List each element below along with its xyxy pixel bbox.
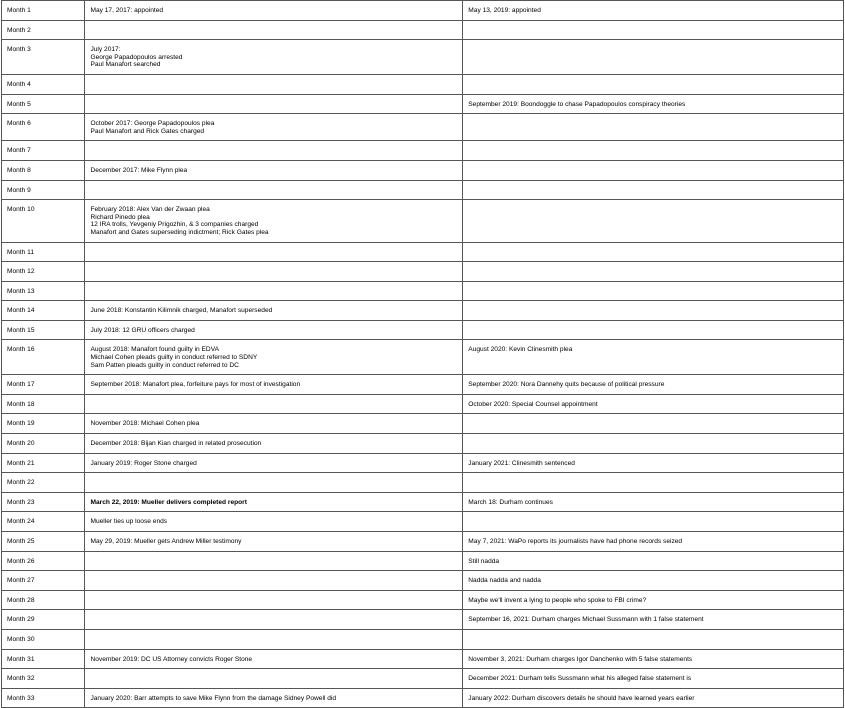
event-line: September 2020: Nora Dannehy quits because of political pressure — [468, 381, 665, 389]
event-line: August 2018: Manafort found guilty in EDVA — [90, 346, 220, 354]
month-cell: Month 32 — [2, 669, 85, 689]
event-line: Richard Pinedo plea — [90, 213, 150, 221]
event-line: September 16, 2021: Durham charges Michael Sussmann with 1 false statement — [468, 616, 704, 624]
durham-event-cell — [463, 453, 844, 473]
event-line: Michael Cohen pleads guilty in conduct referred to SDNY — [90, 354, 258, 362]
timeline-table — [1, 0, 844, 708]
event-line: May 7, 2021: WaPo reports its journalists have had phone records seized — [468, 538, 683, 545]
durham-event-cell — [463, 629, 844, 649]
mueller-event-cell — [85, 610, 463, 630]
mueller-event-cell — [85, 453, 463, 473]
durham-event-cell — [463, 434, 844, 454]
mueller-event-cell — [85, 40, 463, 75]
event-line: November 2018: Michael Cohen plea — [90, 420, 200, 428]
month-cell: Month 11 — [2, 242, 85, 262]
mueller-event-cell — [85, 160, 463, 180]
month-cell: Month 29 — [2, 610, 85, 630]
event-line: August 2020: Kevin Clinesmith plea — [468, 346, 573, 354]
month-cell: Month 5 — [2, 94, 85, 114]
month-cell: Month 33 — [2, 688, 85, 708]
month-cell: Month 27 — [2, 571, 85, 591]
event-line: Mueller ties up loose ends — [90, 518, 168, 526]
table-row — [2, 1, 844, 21]
month-cell: Month 23 — [2, 492, 85, 512]
event-line: July 2017: — [90, 46, 121, 54]
durham-event-cell — [463, 649, 844, 669]
mueller-event-cell — [85, 340, 463, 375]
event-line: January 2019: Roger Stone charged — [90, 459, 197, 467]
table-row — [2, 512, 844, 532]
mueller-event-cell — [85, 473, 463, 493]
event-line: December 2018: Bijan Kian charged in related prosecution — [90, 440, 262, 448]
mueller-event-cell — [85, 242, 463, 262]
event-line: Nadda nadda and nadda — [468, 577, 541, 585]
month-cell: Month 12 — [2, 262, 85, 282]
durham-event-cell — [463, 473, 844, 493]
event-line: George Papadopoulos arrested — [90, 53, 183, 61]
month-cell: Month 1 — [2, 1, 85, 21]
month-cell: Month 22 — [2, 473, 85, 493]
month-cell: Month 19 — [2, 414, 85, 434]
table-row — [2, 340, 844, 375]
event-line: May 29, 2019: Mueller gets Andrew Miller testimony — [90, 538, 242, 545]
month-cell: Month 31 — [2, 649, 85, 669]
event-line: Paul Manafort searched — [90, 61, 161, 69]
mueller-event-cell — [85, 114, 463, 141]
mueller-event-cell — [85, 141, 463, 161]
event-line: February 2018: Alex Van der Zwaan plea — [90, 206, 210, 214]
event-line: November 3, 2021: Durham charges Igor Danchenko with 5 false statements — [468, 655, 693, 663]
event-line: May 13, 2019: appointed — [468, 7, 541, 14]
mueller-event-cell — [85, 629, 463, 649]
table-row — [2, 649, 844, 669]
event-line: November 2019: DC US Attorney convicts Roger Stone — [90, 655, 253, 663]
durham-event-cell — [463, 262, 844, 282]
mueller-event-cell — [85, 551, 463, 571]
month-cell: Month 2 — [2, 20, 85, 40]
event-line: 12 IRA trolls, Yevgeniy Prigozhin, & 3 companies charged — [90, 221, 259, 229]
month-cell: Month 16 — [2, 340, 85, 375]
durham-event-cell — [463, 20, 844, 40]
month-cell: Month 28 — [2, 590, 85, 610]
event-line: September 2019: Boondoggle to chase Papadopoulos conspiracy theories — [468, 100, 686, 108]
table-row — [2, 94, 844, 114]
mueller-event-cell — [85, 180, 463, 200]
table-row — [2, 434, 844, 454]
mueller-event-cell — [85, 1, 463, 21]
table-row — [2, 160, 844, 180]
table-row — [2, 590, 844, 610]
table-row — [2, 492, 844, 512]
event-line: September 2018: Manafort plea, forfeiture pays for most of investigation — [90, 381, 301, 389]
mueller-event-cell — [85, 669, 463, 689]
mueller-event-cell — [85, 20, 463, 40]
month-cell: Month 18 — [2, 394, 85, 414]
month-cell: Month 10 — [2, 200, 85, 242]
mueller-event-cell — [85, 532, 463, 552]
durham-event-cell — [463, 512, 844, 532]
durham-event-cell — [463, 40, 844, 75]
event-line: March 18: Durham continues — [468, 498, 553, 506]
mueller-event-cell — [85, 320, 463, 340]
durham-event-cell — [463, 414, 844, 434]
durham-event-cell — [463, 532, 844, 552]
mueller-event-cell — [85, 649, 463, 669]
durham-event-cell — [463, 200, 844, 242]
mueller-event-cell — [85, 394, 463, 414]
month-cell: Month 9 — [2, 180, 85, 200]
table-row — [2, 414, 844, 434]
table-row — [2, 571, 844, 591]
durham-event-cell — [463, 1, 844, 21]
month-cell: Month 6 — [2, 114, 85, 141]
durham-event-cell — [463, 571, 844, 591]
mueller-event-cell — [85, 375, 463, 395]
table-row — [2, 610, 844, 630]
timeline-body — [2, 1, 844, 708]
table-row — [2, 551, 844, 571]
durham-event-cell — [463, 114, 844, 141]
month-cell: Month 25 — [2, 532, 85, 552]
durham-event-cell — [463, 160, 844, 180]
table-row — [2, 262, 844, 282]
table-row — [2, 180, 844, 200]
month-cell: Month 17 — [2, 375, 85, 395]
table-row — [2, 629, 844, 649]
table-row — [2, 200, 844, 242]
mueller-event-cell — [85, 414, 463, 434]
event-line: March 22, 2019: Mueller delivers completed report — [90, 498, 247, 506]
mueller-event-cell — [85, 281, 463, 301]
mueller-event-cell — [85, 571, 463, 591]
table-row — [2, 301, 844, 321]
durham-event-cell — [463, 180, 844, 200]
durham-event-cell — [463, 590, 844, 610]
month-cell: Month 7 — [2, 141, 85, 161]
month-cell: Month 21 — [2, 453, 85, 473]
event-line: January 2021: Clinesmith sentenced — [468, 459, 575, 467]
event-line: Maybe we'll invent a lying to people who spoke to FBI crime? — [468, 596, 647, 604]
event-line: Manafort and Gates superseding indictment; Rick Gates plea — [90, 228, 269, 236]
table-row — [2, 688, 844, 708]
table-row — [2, 281, 844, 301]
event-line: December 2017: Mike Flynn plea — [90, 166, 188, 174]
event-line: January 2020: Barr attempts to save Mike Flynn from the damage Sidney Powell did — [90, 694, 337, 702]
durham-event-cell — [463, 242, 844, 262]
durham-event-cell — [463, 320, 844, 340]
table-row — [2, 453, 844, 473]
mueller-event-cell — [85, 301, 463, 321]
month-cell: Month 3 — [2, 40, 85, 75]
durham-event-cell — [463, 340, 844, 375]
event-line: Still nadda — [468, 557, 500, 565]
table-row — [2, 375, 844, 395]
month-cell: Month 26 — [2, 551, 85, 571]
table-row — [2, 473, 844, 493]
event-line: January 2022: Durham discovers details he should have learned years earlier — [468, 694, 695, 702]
mueller-event-cell — [85, 434, 463, 454]
month-cell: Month 8 — [2, 160, 85, 180]
mueller-event-cell — [85, 262, 463, 282]
month-cell: Month 30 — [2, 629, 85, 649]
mueller-event-cell — [85, 688, 463, 708]
table-row — [2, 242, 844, 262]
durham-event-cell — [463, 551, 844, 571]
event-line: July 2018: 12 GRU officers charged — [90, 326, 195, 334]
durham-event-cell — [463, 669, 844, 689]
event-line: October 2017: George Papadopoulos plea — [90, 120, 215, 128]
month-cell: Month 20 — [2, 434, 85, 454]
durham-event-cell — [463, 492, 844, 512]
durham-event-cell — [463, 94, 844, 114]
table-row — [2, 394, 844, 414]
table-row — [2, 40, 844, 75]
month-cell: Month 15 — [2, 320, 85, 340]
table-row — [2, 114, 844, 141]
table-row — [2, 20, 844, 40]
mueller-event-cell — [85, 94, 463, 114]
month-cell: Month 13 — [2, 281, 85, 301]
mueller-event-cell — [85, 74, 463, 94]
event-line: Sam Patten pleads guilty in conduct referred to DC — [90, 361, 239, 369]
durham-event-cell — [463, 74, 844, 94]
durham-event-cell — [463, 301, 844, 321]
durham-event-cell — [463, 281, 844, 301]
table-row — [2, 141, 844, 161]
table-row — [2, 74, 844, 94]
month-cell: Month 14 — [2, 301, 85, 321]
event-line: May 17, 2017: appointed — [90, 7, 164, 14]
mueller-event-cell — [85, 492, 463, 512]
month-cell: Month 24 — [2, 512, 85, 532]
durham-event-cell — [463, 688, 844, 708]
durham-event-cell — [463, 141, 844, 161]
table-row — [2, 669, 844, 689]
table-row — [2, 320, 844, 340]
mueller-event-cell — [85, 590, 463, 610]
event-line: December 2021: Durham tells Sussmann what his alleged false statement is — [468, 675, 692, 683]
event-line: October 2020: Special Counsel appointment — [468, 400, 598, 408]
mueller-event-cell — [85, 512, 463, 532]
mueller-event-cell — [85, 200, 463, 242]
event-line: Paul Manafort and Rick Gates charged — [90, 127, 205, 135]
month-cell: Month 4 — [2, 74, 85, 94]
durham-event-cell — [463, 375, 844, 395]
table-row — [2, 532, 844, 552]
event-line: June 2018: Konstantin Kilimnik charged, Manafort superseded — [90, 307, 273, 315]
durham-event-cell — [463, 610, 844, 630]
durham-event-cell — [463, 394, 844, 414]
